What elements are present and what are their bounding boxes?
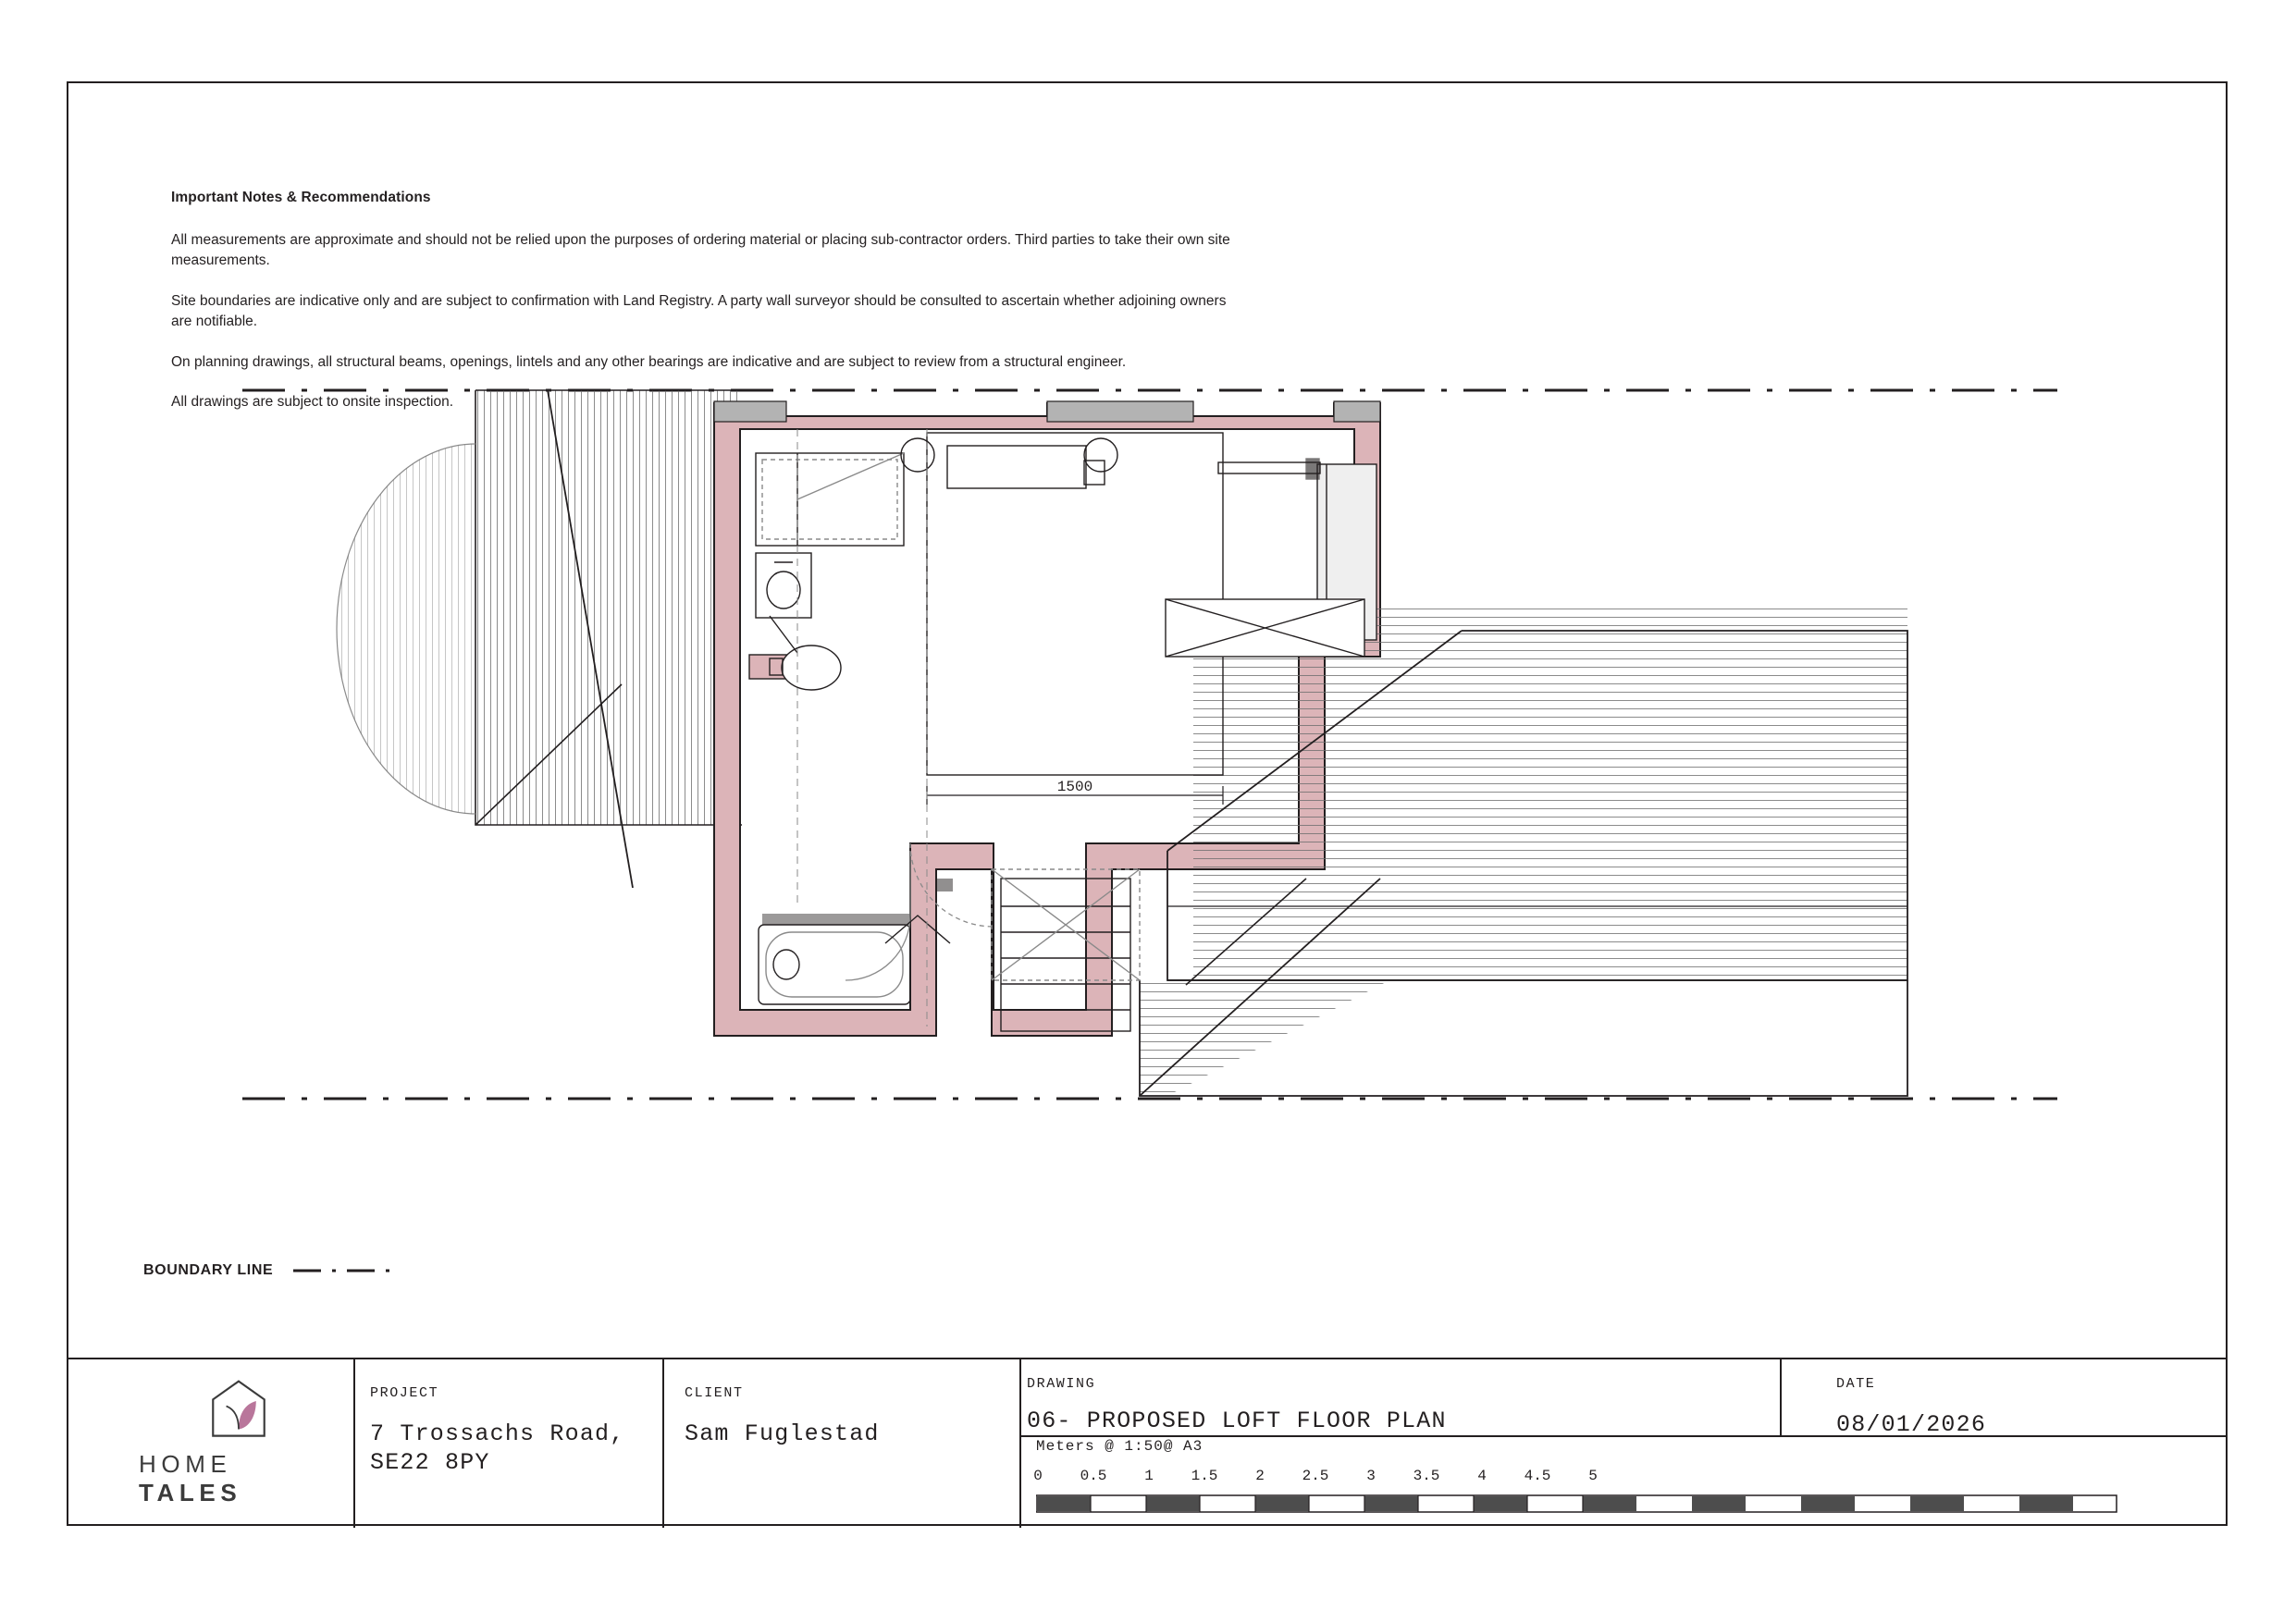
roof-section-right	[1334, 401, 1380, 422]
company-logo	[139, 1378, 338, 1507]
client-label: CLIENT	[685, 1385, 744, 1401]
scale-bar-block	[1033, 1438, 2118, 1520]
drawing-value: 06- PROPOSED LOFT FLOOR PLAN	[1027, 1408, 1447, 1434]
dormer-box	[1166, 599, 1364, 657]
tb-divider-4	[1780, 1359, 1782, 1435]
client-field	[685, 1385, 880, 1448]
scale-tick-6: 3	[1366, 1468, 1376, 1484]
tb-divider-3	[1019, 1359, 1021, 1528]
scale-tick-10: 5	[1588, 1468, 1598, 1484]
floor-plan-drawing	[67, 388, 2228, 1332]
project-value-line-2: SE22 8PY	[370, 1449, 490, 1477]
scale-tick-3: 1.5	[1191, 1468, 1218, 1484]
scale-tick-4: 2	[1255, 1468, 1265, 1484]
shower-enclosure	[756, 453, 904, 546]
tb-divider-2	[662, 1359, 664, 1528]
roof-section-left	[714, 401, 786, 422]
notes-paragraph-2: Site boundaries are indicative only and are subject to confirmation with Land Registry. A party wall surveyor should be consulted to ascertain whether adjoining owners are notifiable.	[171, 292, 1227, 330]
drawing-label: DRAWING	[1027, 1376, 1096, 1392]
scale-tick-labels	[1033, 1468, 1630, 1488]
left-roof-hatch	[475, 390, 742, 825]
notes-paragraph-3: On planning drawings, all structural beams, openings, lintels and any other bearings are indicative and are subject to review from a structural engineer.	[171, 353, 1127, 370]
logo-wordmark	[139, 1450, 338, 1507]
date-field	[1836, 1376, 1986, 1439]
project-field	[370, 1385, 624, 1478]
notes-title: Important Notes & Recommendations	[171, 190, 431, 205]
date-label: DATE	[1836, 1376, 1876, 1392]
tb-divider-1	[353, 1359, 355, 1528]
scale-bar-graphic	[1036, 1492, 2118, 1516]
project-label: PROJECT	[370, 1385, 439, 1401]
bed-dimension-label: 1500	[1056, 779, 1093, 795]
scale-tick-0: 0	[1033, 1468, 1043, 1484]
scale-tick-1: 0.5	[1080, 1468, 1107, 1484]
scale-tick-2: 1	[1144, 1468, 1154, 1484]
scale-tick-9: 4.5	[1524, 1468, 1551, 1484]
tb-hline-1	[1019, 1435, 2226, 1437]
boundary-legend-swatch	[291, 1266, 393, 1275]
wc-toilet	[749, 646, 841, 690]
logo-word-home: HOME	[139, 1450, 232, 1478]
scale-tick-8: 4	[1477, 1468, 1487, 1484]
notes-paragraph-4: All drawings are subject to onsite inspection.	[171, 394, 453, 411]
drawing-field	[1027, 1376, 1447, 1435]
bathtub	[759, 914, 910, 1004]
wash-basin	[756, 553, 811, 618]
boundary-legend	[143, 1262, 393, 1279]
project-value-line-1: 7 Trossachs Road,	[370, 1420, 625, 1447]
client-value: Sam Fuglestad	[685, 1420, 880, 1447]
scale-tick-7: 3.5	[1413, 1468, 1440, 1484]
roof-section-mid	[1047, 401, 1193, 422]
notes-paragraph-1: All measurements are approximate and should not be relied upon the purposes of ordering material or placing sub-contractor orders. Third parties to take their own site measurements.	[171, 232, 1230, 269]
door-ensuite	[770, 616, 797, 653]
scale-label: Meters @ 1:50@ A3	[1036, 1438, 1204, 1455]
dashed-centreline	[797, 429, 927, 1027]
logo-word-tales: TALES	[139, 1479, 242, 1506]
date-value: 08/01/2026	[1836, 1411, 1987, 1438]
house-leaf-icon	[204, 1378, 273, 1441]
boundary-legend-label: BOUNDARY LINE	[143, 1262, 274, 1278]
scale-tick-5: 2.5	[1302, 1468, 1329, 1484]
right-roof-hatch	[1193, 606, 1907, 980]
